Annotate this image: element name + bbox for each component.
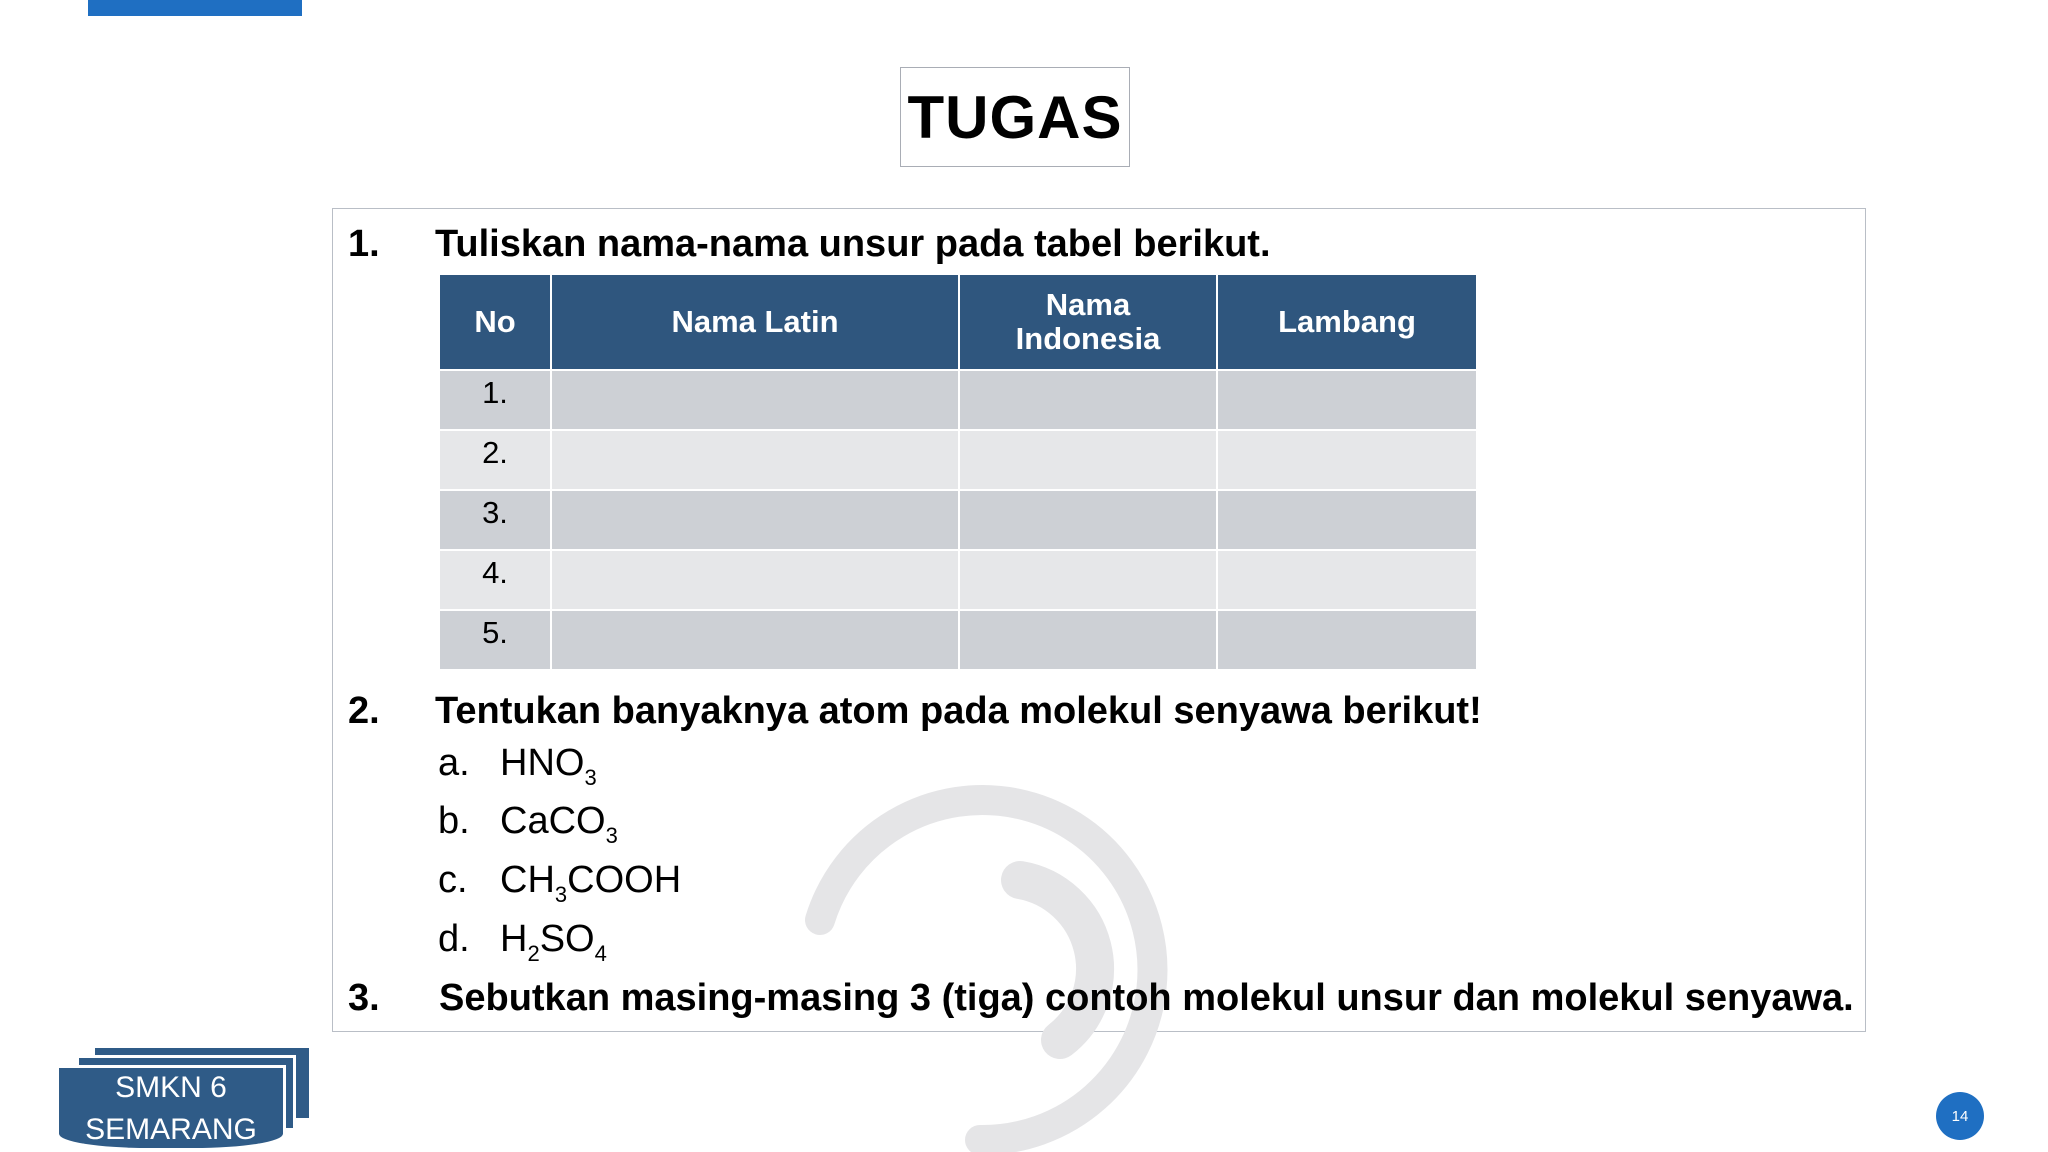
cell-no: 4. [439, 550, 551, 610]
option-letter: b. [438, 800, 470, 842]
option-d [438, 918, 607, 966]
formula-subscript: 4 [594, 941, 607, 966]
question-2-text: Tentukan banyaknya atom pada molekul senyawa berikut! [435, 690, 1482, 732]
table-row [439, 370, 1477, 430]
school-name [56, 1067, 286, 1151]
cell-latin [551, 550, 959, 610]
option-letter: c. [438, 859, 468, 901]
table-row [439, 610, 1477, 670]
cell-lambang [1217, 370, 1477, 430]
formula-part: CH [500, 859, 555, 901]
school-name-line2: SEMARANG [85, 1113, 257, 1146]
formula-part: HNO [500, 742, 585, 784]
header-lambang: Lambang [1217, 274, 1477, 370]
formula-part: COOH [567, 859, 682, 901]
table-row [439, 490, 1477, 550]
question-1-number: 1. [348, 223, 380, 265]
formula-subscript: 3 [605, 823, 618, 848]
cell-latin [551, 370, 959, 430]
header-no: No [439, 274, 551, 370]
formula-part: H [500, 918, 528, 960]
watermark-arc-icon [790, 740, 1230, 1152]
cell-indonesia [959, 430, 1217, 490]
table-row [439, 550, 1477, 610]
cell-indonesia [959, 550, 1217, 610]
page-number-badge: 14 [1936, 1092, 1984, 1140]
question-1-text: Tuliskan nama-nama unsur pada tabel berikut. [435, 223, 1271, 265]
option-letter: d. [438, 918, 470, 960]
header-nama-latin: Nama Latin [551, 274, 959, 370]
formula-part: CaCO [500, 800, 606, 842]
formula-subscript: 2 [527, 941, 540, 966]
table-row [439, 430, 1477, 490]
question-2-number: 2. [348, 690, 380, 732]
option-c [438, 859, 682, 907]
formula-part: SO [539, 918, 595, 960]
cell-latin [551, 490, 959, 550]
slide-title: TUGAS [907, 83, 1123, 151]
cell-lambang [1217, 430, 1477, 490]
cell-lambang [1217, 550, 1477, 610]
cell-no: 2. [439, 430, 551, 490]
top-accent-bar [88, 0, 302, 16]
cell-latin [551, 610, 959, 670]
slide-title-box [900, 67, 1130, 167]
school-badge [56, 1045, 326, 1152]
cell-latin [551, 430, 959, 490]
option-a [438, 742, 597, 790]
option-b [438, 800, 618, 848]
cell-indonesia [959, 610, 1217, 670]
cell-no: 5. [439, 610, 551, 670]
formula-subscript: 3 [584, 765, 597, 790]
cell-no: 1. [439, 370, 551, 430]
cell-lambang [1217, 490, 1477, 550]
question-3-text: Sebutkan masing-masing 3 (tiga) contoh molekul unsur dan molekul senyawa. [439, 977, 1854, 1019]
element-table [438, 273, 1478, 671]
school-name-line1: SMKN 6 [115, 1071, 227, 1104]
formula-subscript: 3 [554, 882, 568, 907]
cell-indonesia [959, 490, 1217, 550]
header-nama-indonesia: Nama Indonesia [959, 274, 1217, 370]
cell-lambang [1217, 610, 1477, 670]
table-header-row [439, 274, 1477, 370]
option-letter: a. [438, 742, 470, 784]
question-3-number: 3. [348, 977, 380, 1019]
cell-indonesia [959, 370, 1217, 430]
cell-no: 3. [439, 490, 551, 550]
